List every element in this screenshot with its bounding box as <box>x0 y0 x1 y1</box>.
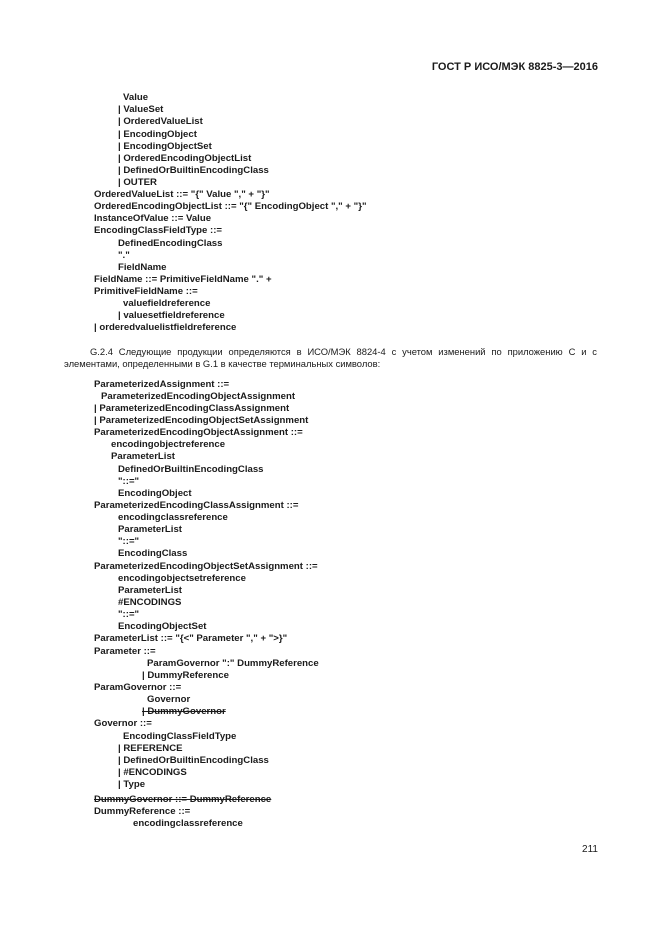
grammar-line: Governor <box>147 694 191 705</box>
grammar-line: DefinedEncodingClass <box>118 238 223 249</box>
grammar-line: | ParameterizedEncodingObjectSetAssignment <box>94 415 309 426</box>
grammar-line: | OrderedValueList <box>118 116 203 127</box>
grammar-line: EncodingClass <box>118 548 188 559</box>
paragraph-text: G.2.4 Следующие продукции определяются в ИСО/МЭК 8824-4 с учетом изменений по приложению С и с элементами, определенными в G.1 в качестве терминальных символов: <box>64 346 597 369</box>
grammar-line: encodingclassreference <box>133 818 243 829</box>
grammar-line: EncodingClassFieldType <box>123 731 237 742</box>
grammar-line: OrderedEncodingObjectList ::= "{" EncodingObject "," + "}" <box>94 201 367 212</box>
section-paragraph <box>64 346 597 370</box>
grammar-line: InstanceOfValue ::= Value <box>94 213 212 224</box>
grammar-line: ParameterizedEncodingObjectSetAssignment ::= <box>94 561 318 572</box>
grammar-line: "." <box>118 250 130 261</box>
grammar-line: encodingobjectreference <box>111 439 226 450</box>
grammar-line: | orderedvaluelistfieldreference <box>94 322 237 333</box>
grammar-line: ParameterizedEncodingClassAssignment ::= <box>94 500 299 511</box>
grammar-line: | #ENCODINGS <box>118 767 187 778</box>
grammar-line: | OUTER <box>118 177 157 188</box>
grammar-line: encodingclassreference <box>118 512 228 523</box>
grammar-line: | DefinedOrBuiltinEncodingClass <box>118 755 269 766</box>
grammar-line: Parameter ::= <box>94 646 156 657</box>
grammar-line: | valuesetfieldreference <box>118 310 225 321</box>
grammar-line: DefinedOrBuiltinEncodingClass <box>118 464 264 475</box>
grammar-line: | DummyReference <box>142 670 229 681</box>
grammar-line: OrderedValueList ::= "{" Value "," + "}" <box>94 189 270 200</box>
grammar-line: | OrderedEncodingObjectList <box>118 153 252 164</box>
grammar-line-struck: | DummyGovernor <box>142 706 226 717</box>
grammar-line: ParameterizedEncodingObjectAssignment <box>101 391 296 402</box>
grammar-line: FieldName <box>118 262 167 273</box>
grammar-line: EncodingObjectSet <box>118 621 207 632</box>
grammar-line-struck: DummyGovernor ::= DummyReference <box>94 794 272 805</box>
grammar-line: | REFERENCE <box>118 743 183 754</box>
grammar-line: "::=" <box>118 536 140 547</box>
grammar-line: | ParameterizedEncodingClassAssignment <box>94 403 290 414</box>
grammar-line: DummyReference ::= <box>94 806 191 817</box>
grammar-line: | DefinedOrBuiltinEncodingClass <box>118 165 269 176</box>
page-number: 211 <box>582 844 598 855</box>
grammar-line: EncodingClassFieldType ::= <box>94 225 223 236</box>
grammar-line: ParameterList <box>118 524 182 535</box>
grammar-line: ParameterList <box>111 451 175 462</box>
grammar-line: ParamGovernor ::= <box>94 682 182 693</box>
grammar-line: ParameterList <box>118 585 182 596</box>
grammar-line: | EncodingObjectSet <box>118 141 212 152</box>
grammar-line: encodingobjectsetreference <box>118 573 246 584</box>
grammar-line: "::=" <box>118 609 140 620</box>
grammar-line: "::=" <box>118 476 140 487</box>
grammar-line: ParameterList ::= "{<" Parameter "," + ">}" <box>94 633 288 644</box>
grammar-line: valuefieldreference <box>123 298 211 309</box>
grammar-line: | Type <box>118 779 146 790</box>
grammar-line: ParameterizedEncodingObjectAssignment ::= <box>94 427 303 438</box>
grammar-line: | ValueSet <box>118 104 164 115</box>
document-header: ГОСТ Р ИСО/МЭК 8825-3—2016 <box>431 61 598 73</box>
grammar-line: EncodingObject <box>118 488 192 499</box>
grammar-line: FieldName ::= PrimitiveFieldName "." + <box>94 274 272 285</box>
grammar-line: #ENCODINGS <box>118 597 182 608</box>
grammar-line: ParameterizedAssignment ::= <box>94 379 230 390</box>
grammar-line: Governor ::= <box>94 718 152 729</box>
grammar-line: Value <box>123 92 149 103</box>
grammar-line: | EncodingObject <box>118 129 197 140</box>
grammar-line: ParamGovernor ":" DummyReference <box>147 658 319 669</box>
grammar-line: PrimitiveFieldName ::= <box>94 286 198 297</box>
